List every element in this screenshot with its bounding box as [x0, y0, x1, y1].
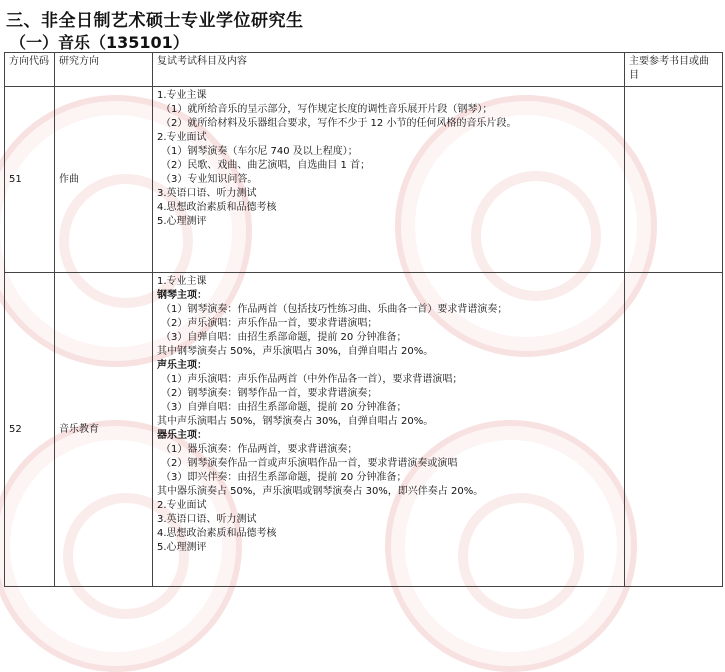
subject-line: 4.思想政治素质和品德考核	[157, 528, 277, 539]
subject-line: （1）器乐演奏：作品两首，要求背谱演奏；	[161, 444, 358, 455]
subject-line: （1）钢琴演奏：作品两首（包括技巧性练习曲、乐曲各一首）要求背谱演奏；	[161, 304, 508, 315]
table-row	[5, 273, 723, 587]
table-header-row	[5, 53, 723, 87]
subject-line: 其中钢琴演奏占 50%，声乐演唱占 30%，自弹自唱占 20%。	[157, 346, 434, 357]
subject-line: （3）专业知识问答。	[161, 174, 258, 185]
subject-line: 1.专业主课	[157, 276, 207, 287]
subject-line: （3）自弹自唱：由招生系部命题，提前 20 分钟准备；	[161, 402, 407, 413]
direction-name: 作曲	[55, 87, 153, 273]
subject-line: （1）就所给音乐的呈示部分，写作规定长度的调性音乐展开片段（钢琴）；	[161, 104, 493, 115]
section-title: 三、非全日制艺术硕士专业学位研究生	[6, 11, 304, 31]
subject-line: 其中声乐演唱占 50%，钢琴演奏占 30%，自弹自唱占 20%。	[157, 416, 434, 427]
subject-line: （2）民歌、戏曲、曲艺演唱，自选曲目 1 首；	[161, 160, 371, 171]
reference-books	[625, 273, 723, 587]
subject-line: （1）声乐演唱：声乐作品两首（中外作品各一首），要求背谱演唱；	[161, 374, 463, 385]
header-books: 主要参考书目或曲目	[625, 53, 723, 87]
subject-line: 4.思想政治素质和品德考核	[157, 202, 277, 213]
subject-line: （1）钢琴演奏（车尔尼 740 及以上程度）；	[161, 146, 358, 157]
subject-line: 2.专业面试	[157, 500, 207, 511]
subject-heading: 器乐主项：	[157, 430, 207, 441]
reference-books	[625, 87, 723, 273]
subject-line: （2）声乐演唱：声乐作品一首，要求背谱演唱；	[161, 318, 378, 329]
subjects-content	[153, 87, 625, 273]
subject-line: 5.心理测评	[157, 542, 207, 553]
subject-line: 3.英语口语、听力测试	[157, 514, 257, 525]
subject-line: （3）自弹自唱：由招生系部命题，提前 20 分钟准备；	[161, 332, 407, 343]
subject-heading: 声乐主项：	[157, 360, 207, 371]
subject-line: （2）钢琴演奏：钢琴作品一首，要求背谱演奏；	[161, 388, 378, 399]
subjects-content	[153, 273, 625, 587]
subject-line: 2.专业面试	[157, 132, 207, 143]
subject-line: 3.英语口语、听力测试	[157, 188, 257, 199]
subject-line: （2）钢琴演奏作品一首或声乐演唱作品一首，要求背谱演奏或演唱	[161, 458, 458, 469]
subject-line: （2）就所给材料及乐器组合要求，写作不少于 12 小节的任何风格的音乐片段。	[161, 118, 517, 129]
subject-line: 5.心理测评	[157, 216, 207, 227]
subsection-title: （一）音乐（135101）	[10, 33, 189, 52]
subject-heading: 钢琴主项：	[157, 290, 207, 301]
direction-name: 音乐教育	[55, 273, 153, 587]
header-code: 方向代码	[5, 53, 55, 87]
subject-line: 其中器乐演奏占 50%，声乐演唱或钢琴演奏占 30%，即兴伴奏占 20%。	[157, 486, 484, 497]
header-direction: 研究方向	[55, 53, 153, 87]
header-subjects: 复试考试科目及内容	[153, 53, 625, 87]
direction-code: 51	[5, 87, 55, 273]
subject-line: （3）即兴伴奏：由招生系部命题，提前 20 分钟准备；	[161, 472, 407, 483]
subject-line: 1.专业主课	[157, 90, 207, 101]
direction-code: 52	[5, 273, 55, 587]
exam-table	[4, 52, 723, 587]
table-row	[5, 87, 723, 273]
